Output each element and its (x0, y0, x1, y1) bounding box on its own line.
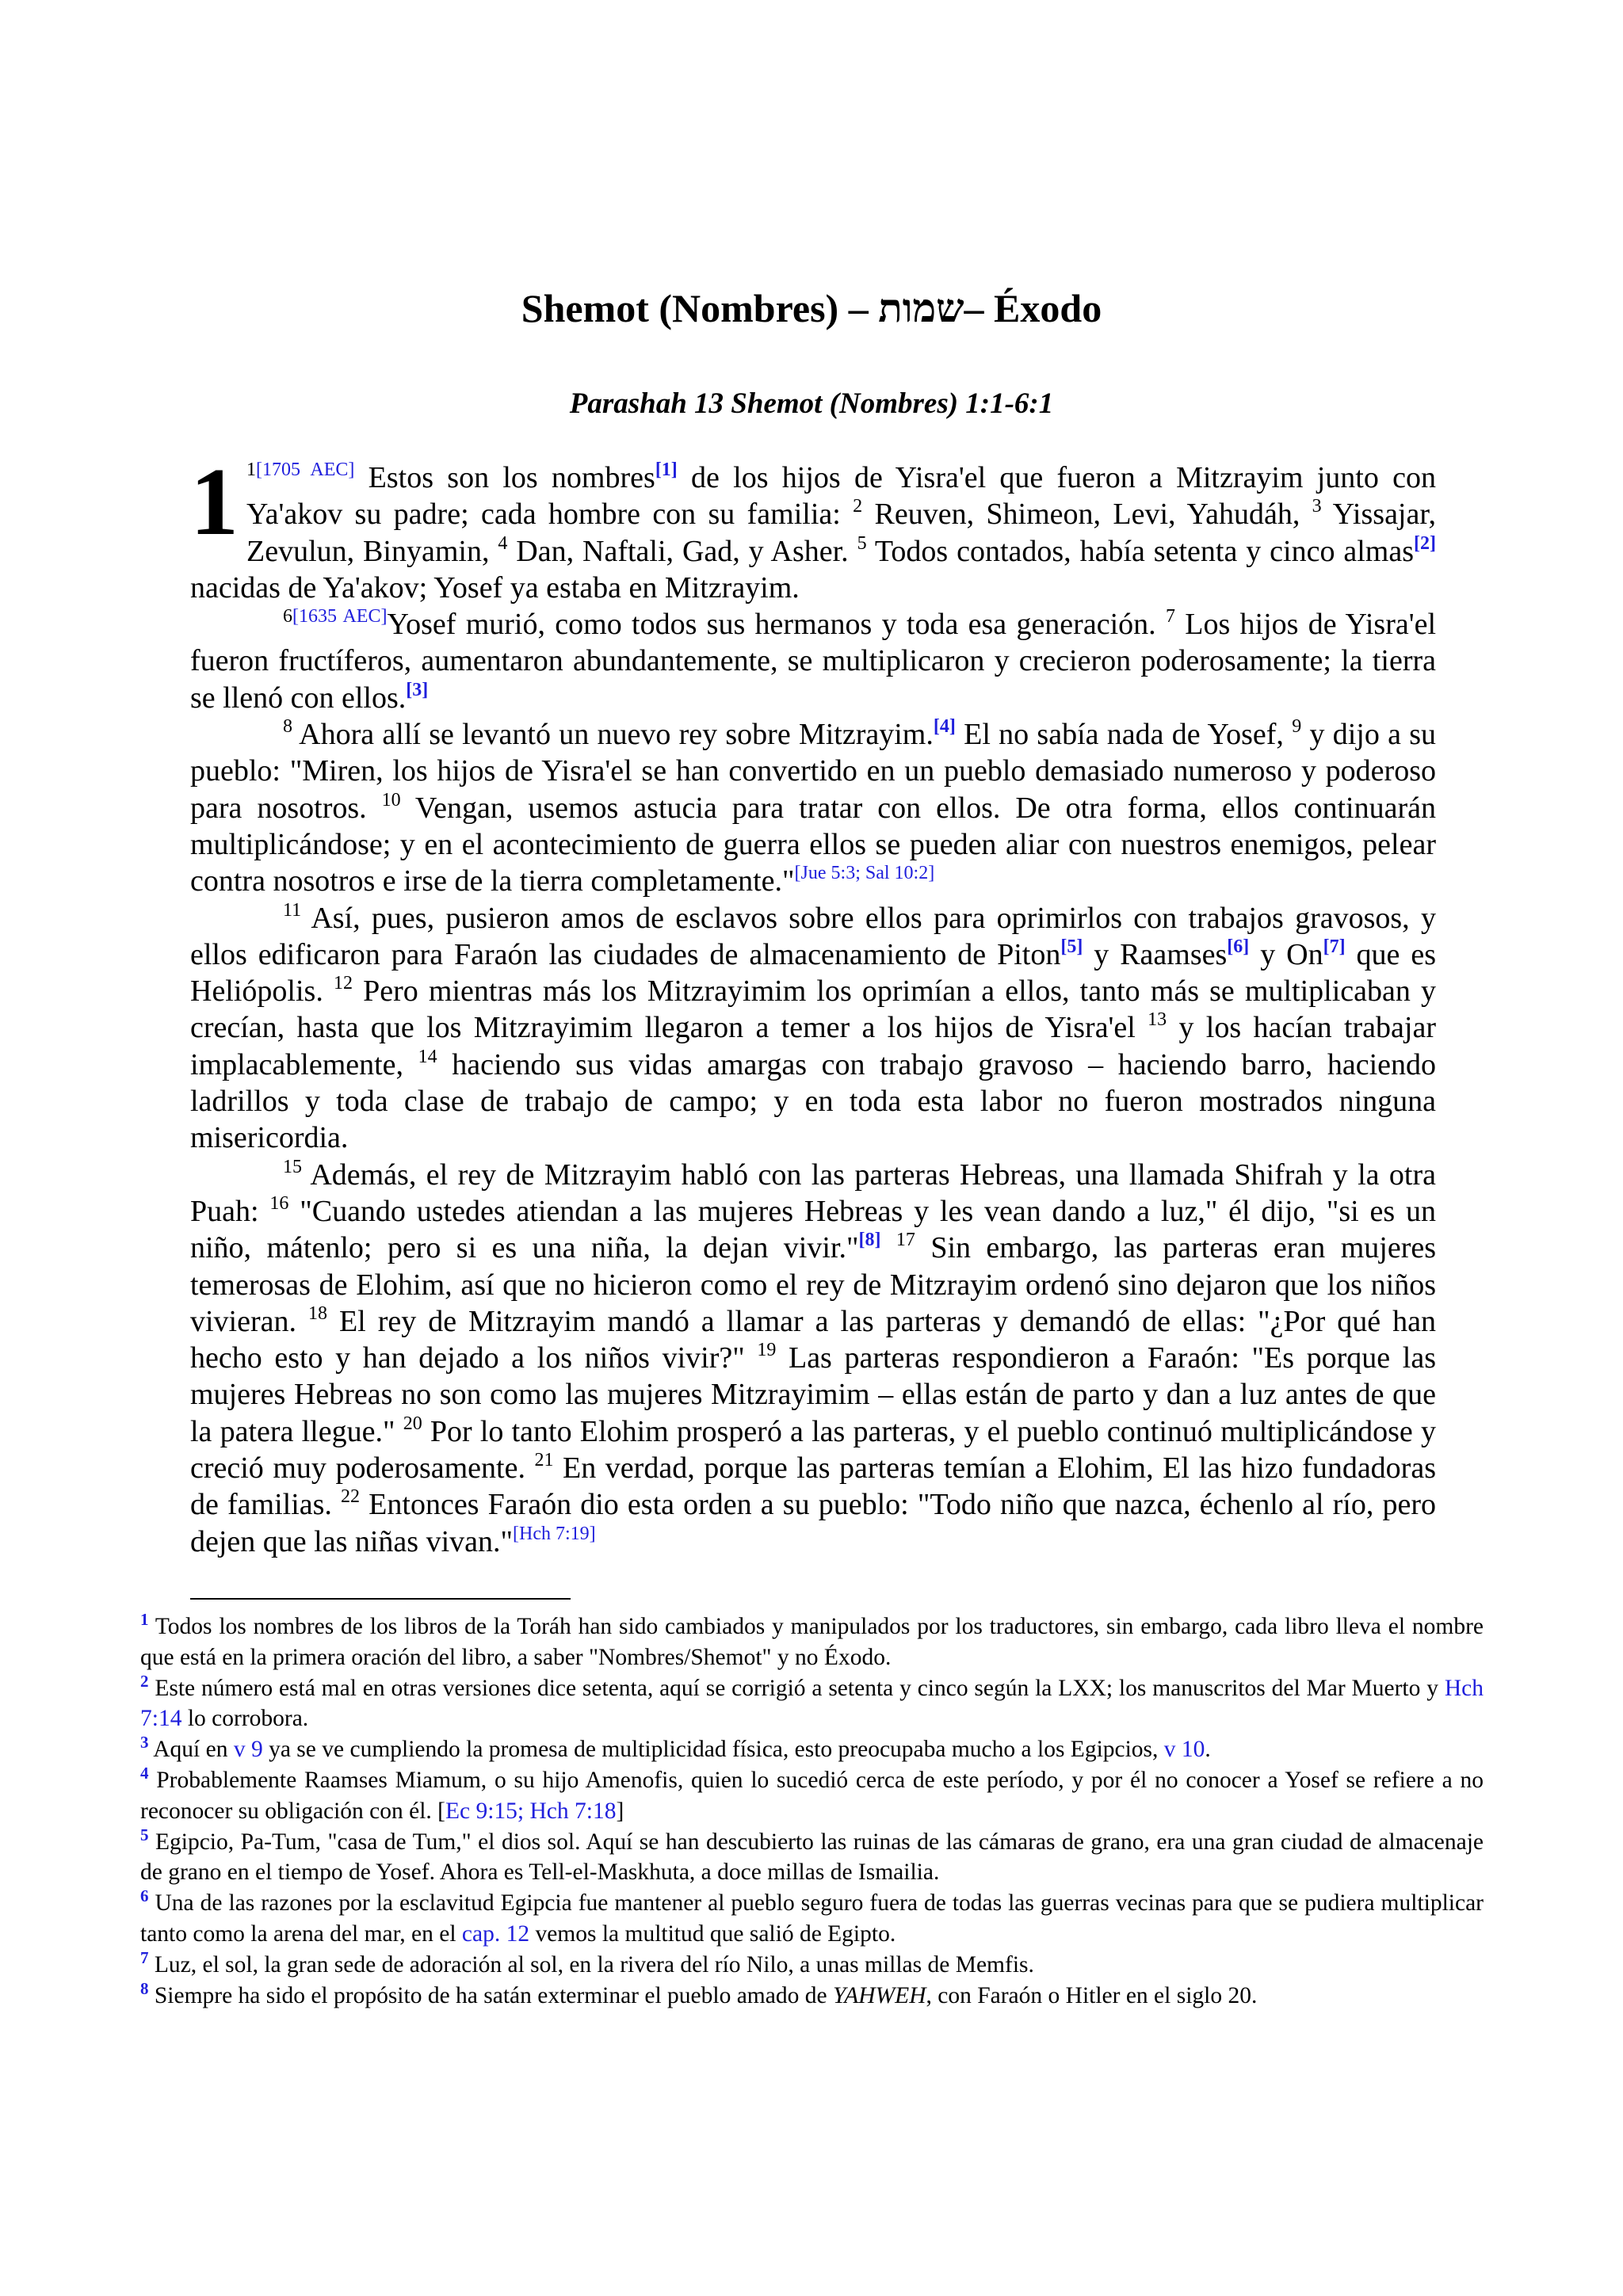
text-run: lo corrobora. (181, 1706, 309, 1732)
text-run: ] (616, 1798, 624, 1824)
page-title: Shemot (Nombres) – שמות– Éxodo (521, 286, 1102, 330)
text-run: Dan, Naftali, Gad, y Asher. (507, 534, 857, 568)
reference-link[interactable]: v 10 (1163, 1737, 1205, 1763)
footnote (140, 1765, 1484, 1827)
emphasis-text: YAHWEH (832, 1982, 926, 2008)
text-run: Sin embargo, las parteras eran mujeres temerosas de Elohim, así que no hicieron como el rey de Mitzrayim ordenó sino dejaron que los niños vivieran. (190, 1231, 1437, 1338)
cross-reference-link[interactable]: [1705 AEC] (256, 460, 355, 480)
reference-link[interactable]: Hch 7:14 (140, 1675, 1484, 1732)
footnote-number: 4 (140, 1763, 149, 1783)
footnote (140, 1734, 1484, 1765)
footnote-ref-link[interactable]: [1] (655, 460, 678, 480)
footnote-separator (190, 1598, 571, 1600)
paragraph (190, 448, 1436, 606)
footnote-number: 6 (140, 1886, 149, 1906)
verse-number: 19 (757, 1340, 777, 1361)
verse-number: 22 (341, 1486, 361, 1508)
text-run: Las parteras respondieron a Faraón: "Es porque las mujeres Hebreas no son como las mujeres Mitzrayimim – ellas están de parto y dan a luz antes de que la patera llegue." (190, 1341, 1436, 1448)
cross-reference-link[interactable]: [Hch 7:19] (513, 1523, 596, 1544)
footnote-ref-link[interactable]: [7] (1323, 936, 1346, 957)
verse-number: 1 (246, 460, 256, 480)
text-run: Siempre ha sido el propósito de ha satán exterminar el pueblo amado de (148, 1982, 833, 2008)
footnote (140, 1947, 1484, 1981)
verse-number: 9 (1292, 716, 1302, 738)
text-run: Los hijos de Yisra'el fueron fructíferos, aumentaron abundantemente, se multiplicaron y crecieron poderosamente; la tierra se llenó con ellos. (190, 608, 1436, 715)
text-run: y On (1249, 937, 1323, 971)
text-run: y dijo a su pueblo: "Miren, los hijos de Yisra'el se han convertido en un pueblo demasiado numeroso y poderoso para nosotros. (190, 718, 1437, 825)
text-run: y los hacían trabajar implacablemente, (190, 1011, 1436, 1081)
verse-number: 14 (418, 1046, 437, 1067)
text-run: Estos son los nombres (354, 461, 655, 494)
text-run: haciendo sus vidas amargas con trabajo gravoso – haciendo barro, haciendo ladrillos y toda clase de trabajo de campo; y en toda esta labor no fueron mostrados ninguna misericordia. (190, 1047, 1436, 1155)
text-run: y Raamses (1083, 937, 1228, 971)
reference-link[interactable]: cap. 12 (461, 1920, 530, 1947)
reference-link[interactable]: v 9 (233, 1737, 263, 1763)
text-run: . (1205, 1737, 1211, 1763)
footnote-number: 5 (140, 1825, 149, 1844)
text-run: vemos la multitud que salió de Egipto. (529, 1920, 896, 1947)
cross-reference-link[interactable]: [1635 AEC] (292, 606, 388, 627)
verse-number: 21 (534, 1450, 554, 1471)
text-run: En verdad, porque las parteras temían a Elohim, El las hizo fundadoras de familias. (190, 1451, 1436, 1522)
text-run: Luz, el sol, la gran sede de adoración al sol, en la rivera del río Nilo, a unas millas de Memfis. (148, 1951, 1034, 1978)
paragraph (190, 716, 1436, 899)
verse-number: 16 (269, 1192, 289, 1214)
parashah-subtitle: Parashah 13 Shemot (Nombres) 1:1-6:1 (569, 387, 1054, 420)
footnote-ref-link[interactable]: [2] (1414, 532, 1436, 554)
text-run: Ahora allí se levantó un nuevo rey sobre Mitzrayim. (292, 718, 934, 752)
text-run: Todos contados, había setenta y cinco almas (866, 534, 1415, 568)
verse-number: 4 (498, 532, 508, 554)
text-run: Entonces Faraón dio esta orden a su pueblo: "Todo niño que nazca, échenlo al río, pero dejen que las niñas vivan." (190, 1488, 1437, 1558)
text-run: , con Faraón o Hitler en el siglo 20. (926, 1982, 1258, 2008)
verse-number: 5 (857, 532, 867, 554)
reference-link[interactable]: Ec 9:15; Hch 7:18 (445, 1798, 617, 1824)
text-run: Además, el rey de Mitzrayim habló con las parteras Hebreas, una llamada Shifrah y la otra Puah: (190, 1158, 1436, 1228)
footnote-ref-link[interactable]: [3] (406, 679, 429, 700)
footnote (140, 1611, 1484, 1673)
footnote-number: 8 (140, 1978, 149, 1998)
verse-number: 2 (853, 496, 863, 517)
footnote (140, 1827, 1484, 1889)
text-run: Egipcio, Pa-Tum, "casa de Tum," el dios sol. Aquí se han descubierto las ruinas de las cámaras de grano, era una gran ciudad de almacenaje de grano en el tiempo de Yosef. Ahora es Tell-el-Maskhuta, a doce millas de Ismailia. (140, 1829, 1484, 1886)
text-run: Aquí en (148, 1737, 234, 1763)
text-run: Vengan, usemos astucia para tratar con ellos. De otra forma, ellos continuarán multiplicándose; y en el acontecimiento de guerra ellos se pueden aliar con nuestros enemigos, pelear contra nosotros e irse de la tierra completamente." (190, 791, 1436, 898)
cross-reference-link[interactable]: [Jue 5:3; Sal 10:2] (794, 863, 935, 884)
footnote-number: 7 (140, 1947, 149, 1967)
text-run: Reuven, Shimeon, Levi, Yahudáh, (862, 498, 1312, 532)
verse-number: 15 (283, 1156, 302, 1177)
text-run: El no sabía nada de Yosef, (955, 718, 1293, 752)
verse-number: 12 (333, 973, 353, 994)
text-run: ya se ve cumpliendo la promesa de multiplicidad física, esto preocupaba mucho a los Egipcios, (262, 1737, 1164, 1763)
verse-number: 17 (896, 1230, 915, 1251)
text-run: Yissajar, Zevulun, Binyamin, (246, 498, 1436, 568)
verse-number: 3 (1312, 496, 1322, 517)
paragraph (190, 900, 1436, 1157)
text-run: Probablemente Raamses Miamum, o su hijo Amenofis, quien lo sucedió cerca de este período, y por él no conocer a Yosef se refiere a no reconocer su obligación con él. [ (140, 1767, 1484, 1824)
footnote-number: 3 (140, 1733, 149, 1753)
footnote-ref-link[interactable]: [8] (858, 1230, 881, 1251)
footnote-number: 1 (140, 1610, 149, 1629)
text-run: Todos los nombres de los libros de la Toráh han sido cambiados y manipulados por los traductores, sin embargo, cada libro lleva el nombre que está en la primera oración del libro, a saber "Nombres/Shemot" y no Éxodo. (140, 1614, 1484, 1670)
text-run: Yosef murió, como todos sus hermanos y toda esa generación. (387, 608, 1166, 642)
verse-number: 7 (1165, 606, 1175, 627)
verse-number: 18 (307, 1302, 327, 1324)
text-run: Por lo tanto Elohim prosperó a las parteras, y el pueblo continuó multiplicándose y creció muy poderosamente. (190, 1414, 1436, 1486)
verse-number: 11 (283, 899, 302, 921)
chapter-number: 1 (190, 448, 239, 555)
footnote-ref-link[interactable]: [5] (1060, 936, 1083, 957)
text-run: "Cuando ustedes atiendan a las mujeres Hebreas y les vean dando a luz," él dijo, "si es un niño, mátenlo; pero si es una niña, la dejan vivir." (190, 1194, 1436, 1265)
footnotes (140, 1611, 1484, 2011)
text-run: nacidas de Ya'akov; Yosef ya estaba en Mitzrayim. (190, 570, 800, 605)
footnote-number: 2 (140, 1671, 149, 1691)
footnote (140, 1978, 1484, 2012)
text-run: Pero mientras más los Mitzrayimim los oprimían a ellos, tanto más se multiplicaban y crecían, hasta que los Mitzrayimim llegaron a temer a los hijos de Yisra'el (190, 974, 1437, 1045)
text-run: Una de las razones por la esclavitud Egipcia fue mantener al pueblo seguro fuera de todas las guerras vecinas para que se pudiera multiplicar tanto como la arena del mar, en el (140, 1890, 1484, 1947)
text-run: Este número está mal en otras versiones dice setenta, aquí se corrigió a setenta y cinco según la LXX; los manuscritos del Mar Muerto y (148, 1675, 1445, 1701)
footnote (140, 1673, 1484, 1735)
text-run: de los hijos de Yisra'el que fueron a Mitzrayim junto con Ya'akov su padre; cada hombre con su familia: (246, 461, 1436, 532)
verse-number: 10 (381, 789, 401, 810)
paragraph (190, 606, 1436, 716)
text-run (880, 1231, 896, 1264)
text-run: que es Heliópolis. (190, 937, 1437, 1009)
footnote (140, 1888, 1484, 1950)
paragraph (190, 1157, 1436, 1560)
verse-number: 13 (1148, 1009, 1167, 1031)
footnote-ref-link[interactable]: [6] (1227, 936, 1250, 957)
verse-number: 6 (283, 606, 292, 627)
text-run: El rey de Mitzrayim mandó a llamar a las parteras y demandó de ellas: "¿Por qué han hecho esto y han dejado a los niños vivir?" (190, 1304, 1436, 1375)
scripture-body (190, 448, 1437, 1560)
text-run: Así, pues, pusieron amos de esclavos sobre ellos para oprimirlos con trabajos gravosos, y ellos edificaron para Faraón las ciudades de almacenamiento de Piton (190, 901, 1436, 971)
verse-number: 8 (283, 716, 292, 738)
footnote-ref-link[interactable]: [4] (933, 716, 956, 738)
verse-number: 20 (403, 1413, 422, 1434)
